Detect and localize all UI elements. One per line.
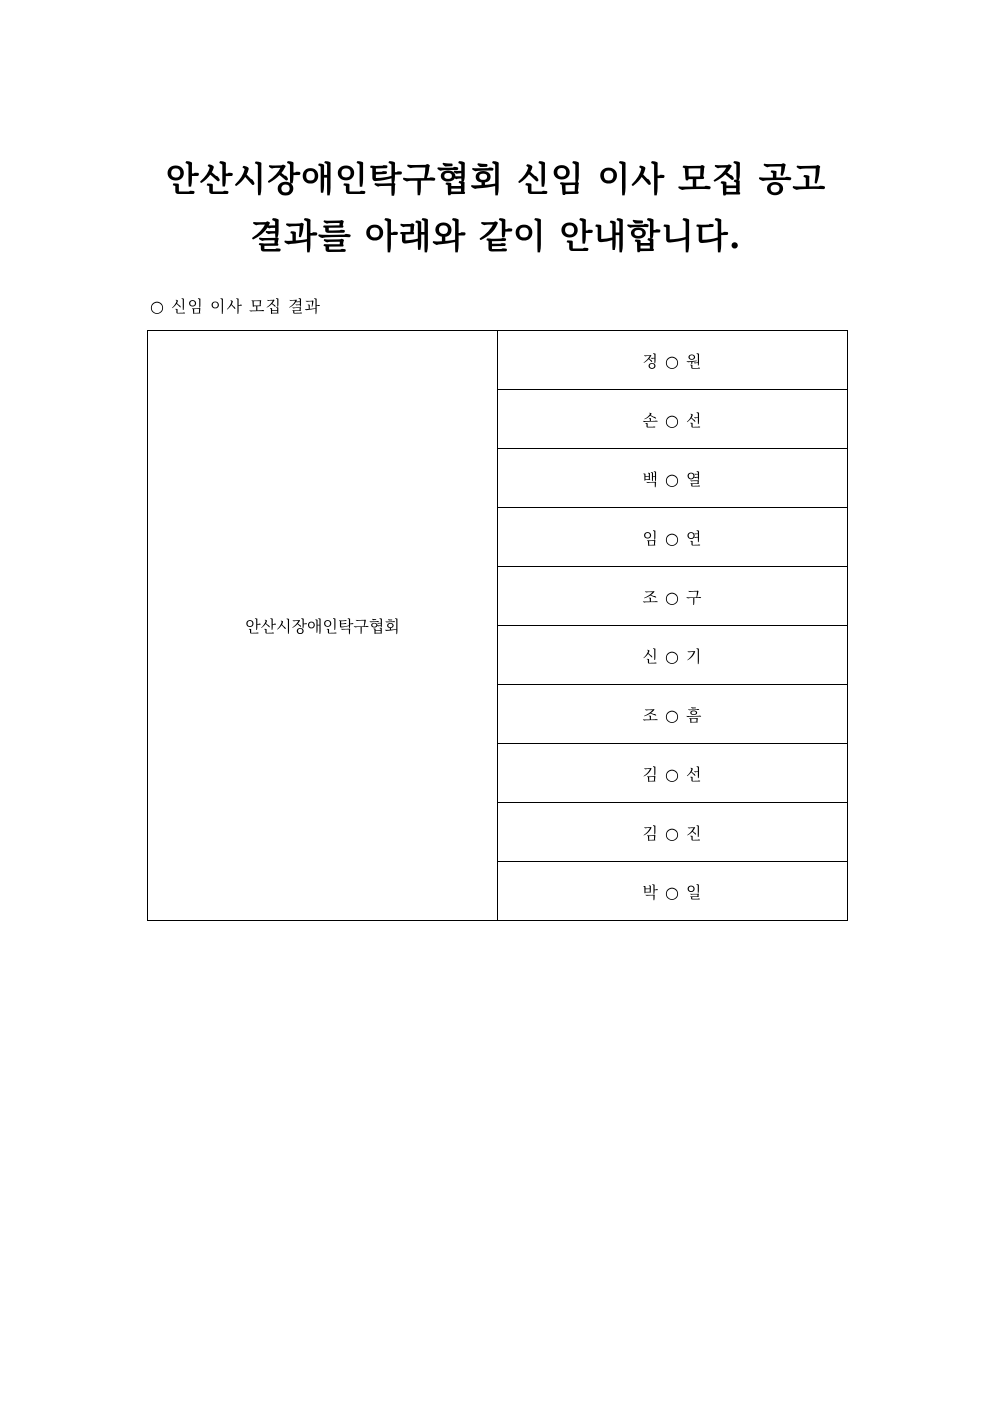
- name-cell: 조 ○ 흠: [498, 685, 848, 744]
- results-table: [147, 330, 848, 921]
- name-cell: 박 ○ 일: [498, 862, 848, 921]
- section-label: ○ 신임 이사 모집 결과: [150, 297, 321, 316]
- name-cell: 신 ○ 기: [498, 626, 848, 685]
- name-cell: 김 ○ 진: [498, 803, 848, 862]
- name-cell: 손 ○ 선: [498, 390, 848, 449]
- name-cell: 김 ○ 선: [498, 744, 848, 803]
- name-cell: 정 ○ 원: [498, 331, 848, 390]
- table-row: [148, 331, 848, 390]
- document-title-line-2: 결과를 아래와 같이 안내합니다.: [250, 217, 742, 257]
- document-title-line-1: 안산시장애인탁구협회 신임 이사 모집 공고: [165, 160, 827, 200]
- organization-cell: 안산시장애인탁구협회: [148, 331, 498, 921]
- name-cell: 백 ○ 열: [498, 449, 848, 508]
- name-cell: 임 ○ 연: [498, 508, 848, 567]
- name-cell: 조 ○ 구: [498, 567, 848, 626]
